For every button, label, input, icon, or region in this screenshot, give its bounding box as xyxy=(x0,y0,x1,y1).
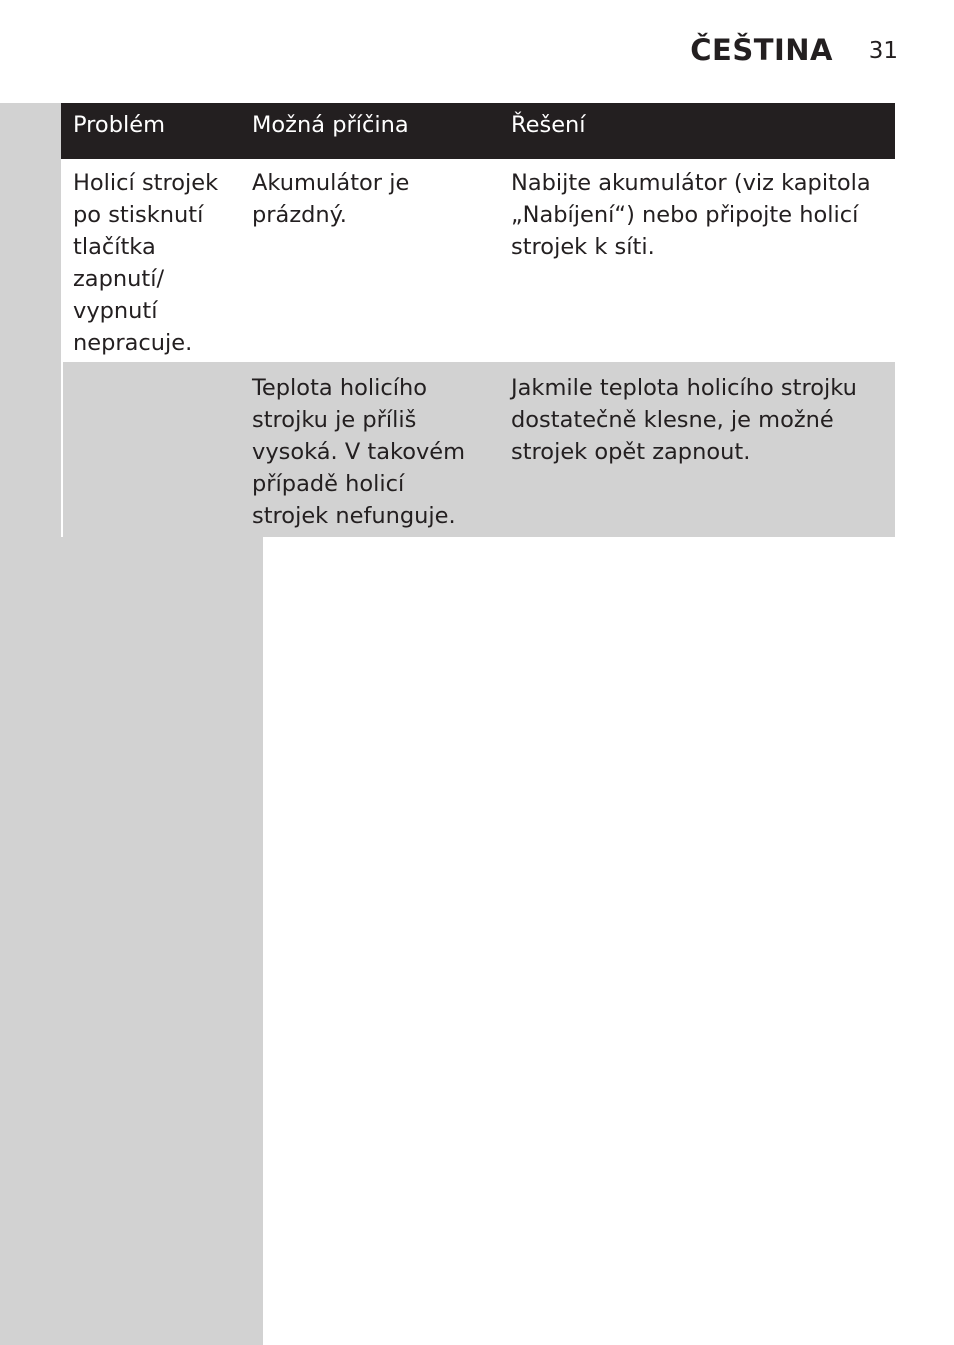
cause-line: Akumulátor je xyxy=(252,170,410,196)
cause-line: případě holicí xyxy=(252,471,405,497)
table-header-row xyxy=(61,103,895,159)
problem-line: vypnutí xyxy=(73,298,158,324)
cause-line: strojku je příliš xyxy=(252,407,417,433)
problem-line: nepracuje. xyxy=(73,330,193,356)
solution-line: strojek opět zapnout. xyxy=(511,439,751,465)
table-row xyxy=(61,159,895,362)
solution-line: Jakmile teplota holicího strojku xyxy=(511,375,857,401)
problem-line: Holicí strojek xyxy=(73,170,219,196)
header-problem: Problém xyxy=(73,112,165,138)
cause-line: Teplota holicího xyxy=(252,375,428,401)
problem-line: po stisknutí xyxy=(73,202,204,228)
section-language-title: ČEŠTINA xyxy=(690,33,833,67)
problem-line: zapnutí/ xyxy=(73,266,165,292)
cause-cell xyxy=(252,372,497,532)
solution-line: Nabijte akumulátor (viz kapitola xyxy=(511,170,871,196)
solution-cell xyxy=(511,372,891,468)
solution-line: „Nabíjení“) nebo připojte holicí xyxy=(511,202,859,228)
cause-line: vysoká. V takovém xyxy=(252,439,466,465)
solution-cell xyxy=(511,167,891,263)
troubleshooting-table xyxy=(61,103,895,537)
header-solution: Řešení xyxy=(511,112,586,138)
header-cause: Možná příčina xyxy=(252,112,409,138)
problem-cell xyxy=(73,167,238,359)
solution-line: strojek k síti. xyxy=(511,234,655,260)
cause-line: strojek nefunguje. xyxy=(252,503,456,529)
table-row xyxy=(61,362,895,537)
cause-line: prázdný. xyxy=(252,202,347,228)
solution-line: dostatečně klesne, je možné xyxy=(511,407,834,433)
page-number: 31 xyxy=(868,38,898,64)
cause-cell xyxy=(252,167,497,231)
problem-line: tlačítka xyxy=(73,234,156,260)
